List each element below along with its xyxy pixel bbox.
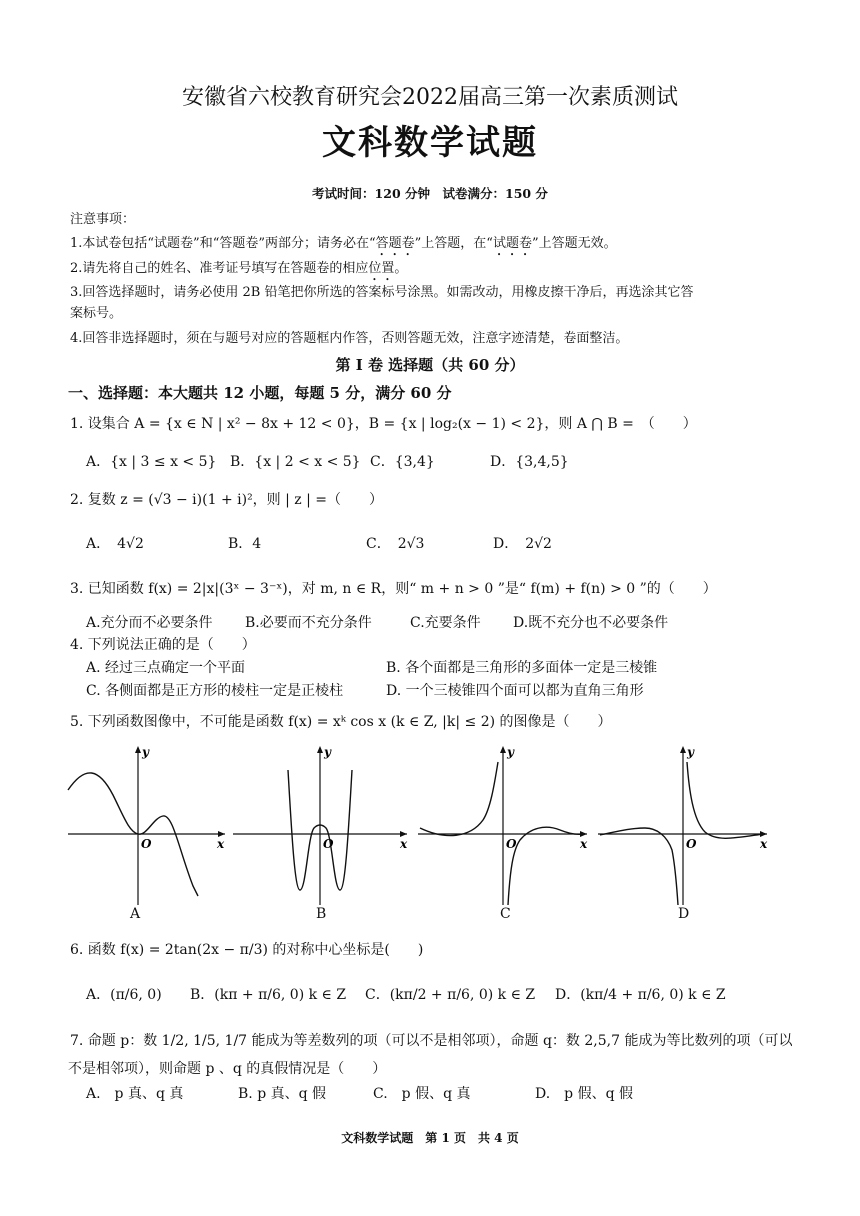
q5-label-a: A: [130, 906, 141, 922]
q5-graph-d: [595, 740, 775, 930]
q3-option-c: C.充要条件: [410, 615, 481, 631]
axis-y-label: y: [142, 745, 149, 759]
q5-graph-a: [65, 740, 235, 930]
notice-heading: 注意事项：: [70, 212, 136, 227]
q7-stem-line2: 不是相邻项），则命题 p 、q 的真假情况是（ ）: [68, 1061, 387, 1077]
org-title: 安徽省六校教育研究会2022届高三第一次素质测试: [182, 85, 678, 110]
q5-graph-b: [230, 740, 415, 930]
notice-item-1: 1.本试卷包括“试题卷”和“答题卷”两部分；请务必在“答题卷”上答题，在“试题卷”上答题无效。: [70, 236, 617, 251]
q7-option-c: C. p 假、q 真: [373, 1086, 471, 1102]
notice-item-3-line2: 案标号。: [70, 306, 123, 321]
q3-option-a: A.充分而不必要条件: [86, 615, 213, 631]
q2-option-a: A． 4√2: [86, 536, 144, 552]
q6-option-d: D．(kπ/4 + π/6, 0) k ∈ Z: [555, 987, 726, 1003]
notice-item-2: 2.请先将自己的姓名、准考证号填写在答题卷的相应位置。: [70, 261, 408, 276]
q1-stem: 1. 设集合 A = {x ∈ N | x² − 8x + 12 < 0}，B = {x | log₂(x − 1) < 2}，则 A ⋂ B = （ ）: [70, 416, 697, 432]
axis-x-label: x: [400, 837, 408, 851]
part1-title: 第 I 卷 选择题（共 60 分）: [335, 356, 525, 374]
page-footer: 文科数学试题 第 1 页 共 4 页: [341, 1131, 519, 1145]
section1-title: 一、选择题：本大题共 12 小题，每题 5 分，满分 60 分: [68, 384, 452, 402]
q3-stem: 3. 已知函数 f(x) = 2|x|(3ˣ − 3⁻ˣ)，对 m, n ∈ R，则“ m + n > 0 ”是“ f(m) + f(n) > 0 ”的（ ）: [70, 581, 717, 597]
q2-option-b: B．4: [228, 536, 262, 552]
axis-x-label: x: [580, 837, 588, 851]
q4-option-b: B. 各个面都是三角形的多面体一定是三棱锥: [386, 660, 658, 676]
q6-option-a: A．(π/6, 0): [86, 987, 162, 1003]
axis-y-label: y: [687, 745, 694, 759]
q2-option-c: C． 2√3: [366, 536, 425, 552]
q1-option-b: B．{x | 2 < x < 5}: [230, 454, 361, 470]
q6-option-b: B．(kπ + π/6, 0) k ∈ Z: [190, 987, 347, 1003]
q1-option-a: A．{x | 3 ≤ x < 5}: [86, 454, 217, 470]
q7-option-d: D. p 假、q 假: [535, 1086, 633, 1102]
q7-option-a: A. p 真、q 真: [86, 1086, 184, 1102]
q2-option-d: D． 2√2: [493, 536, 552, 552]
q4-stem: 4. 下列说法正确的是（ ）: [70, 637, 256, 653]
q7-stem-line1: 7. 命题 p：数 1/2, 1/5, 1/7 能成为等差数列的项（可以不是相邻项），命题 q：数 2,5,7 能成为等比数列的项（可以: [70, 1033, 793, 1049]
q1-option-c: C．{3,4}: [370, 454, 435, 470]
axis-x-label: x: [217, 837, 225, 851]
q5-graph-c: [415, 740, 595, 930]
q1-option-d: D．{3,4,5}: [490, 454, 569, 470]
q3-option-b: B.必要而不充分条件: [245, 615, 372, 631]
axis-x-label: x: [760, 837, 768, 851]
notice-item-4: 4.回答非选择题时，须在与题号对应的答题框内作答，否则答题无效，注意字迹清楚，卷面整洁。: [70, 331, 629, 346]
q5-label-b: B: [316, 906, 327, 922]
q2-stem: 2. 复数 z = (√3 − i)(1 + i)²，则 | z | =（ ）: [70, 492, 384, 508]
q4-option-c: C. 各侧面都是正方形的棱柱一定是正棱柱: [86, 683, 344, 699]
q6-option-c: C．(kπ/2 + π/6, 0) k ∈ Z: [365, 987, 536, 1003]
axis-y-label: y: [324, 745, 331, 759]
q5-label-d: D: [678, 906, 690, 922]
exam-info: 考试时间：120 分钟 试卷满分：150 分: [312, 186, 548, 201]
q6-stem: 6. 函数 f(x) = 2tan(2x − π/3) 的对称中心坐标是( ): [70, 942, 424, 958]
q5-stem: 5. 下列函数图像中，不可能是函数 f(x) = xᵏ cos x (k ∈ Z, |k| ≤ 2) 的图像是（ ）: [70, 714, 612, 730]
page-title: 文科数学试题: [322, 123, 538, 163]
q5-label-c: C: [500, 906, 511, 922]
q3-option-d: D.既不充分也不必要条件: [513, 615, 669, 631]
notice-item-3-line1: 3.回答选择题时，请务必使用 2B 铅笔把你所选的答案标号涂黑。如需改动，用橡皮擦干净后，再选涂其它答: [70, 285, 694, 300]
origin-label: O: [141, 837, 152, 851]
origin-label: O: [686, 837, 697, 851]
axis-y-label: y: [507, 745, 514, 759]
q7-option-b: B. p 真、q 假: [238, 1086, 327, 1102]
origin-label: O: [506, 837, 517, 851]
q4-option-a: A. 经过三点确定一个平面: [86, 660, 246, 676]
origin-label: O: [323, 837, 334, 851]
q4-option-d: D. 一个三棱锥四个面可以都为直角三角形: [386, 683, 644, 699]
